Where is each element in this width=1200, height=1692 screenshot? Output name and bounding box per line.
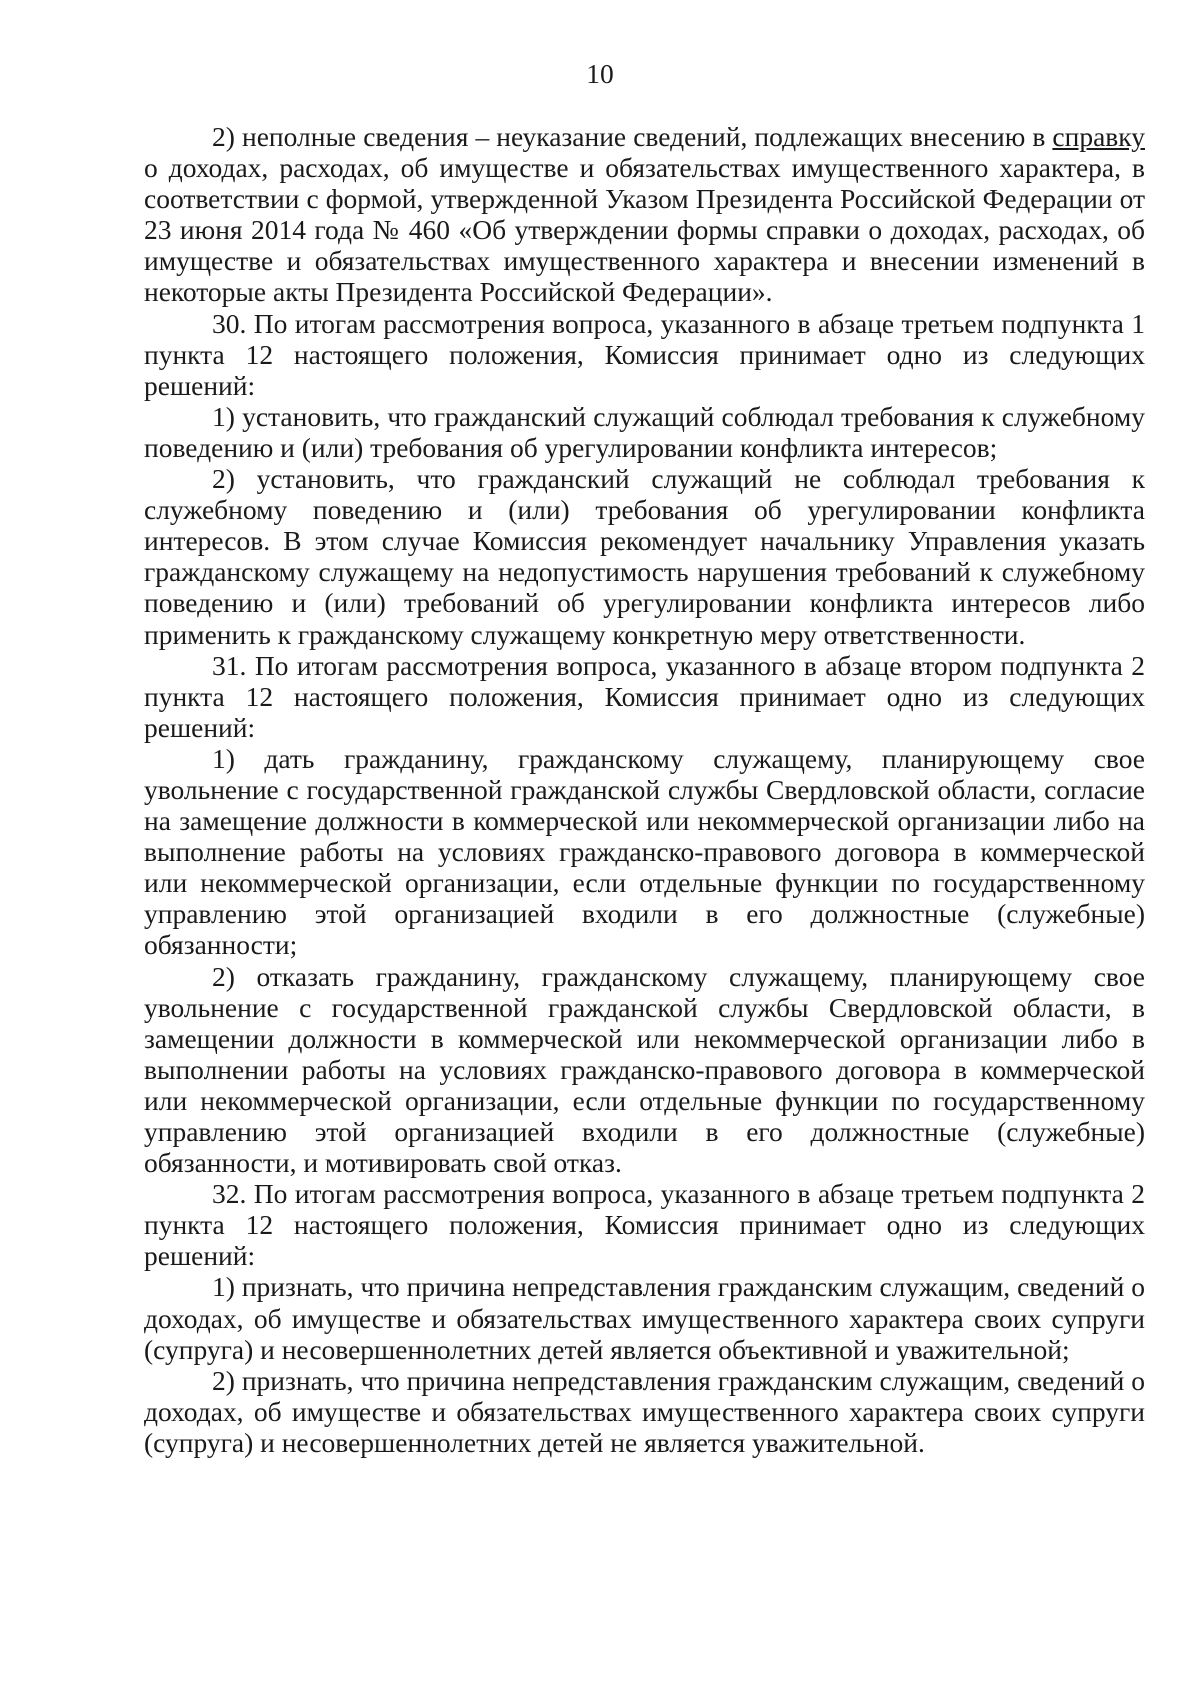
paragraph-item-31-2: 2) отказать гражданину, гражданскому служащему, планирующему свое увольнение с государственной гражданской службы Свердловской области, в замещении должности в коммерческой или некоммерческой организации либо в выполнении работы на условиях гражданско-правового договора в коммерческой или некоммерческой организации, если отдельные функции по государственному управлению этой организацией входили в его должностные (служебные) обязанности, и мотивировать свой отказ. [144,960,1145,1179]
paragraph-text-end: о доходах, расходах, об имуществе и обязательствах имущественного характера, в соответствии с формой, утвержденной Указом Президента Российской Федерации от 23 июня 2014 года № 460 «Об утверждении формы справки о доходах, расходах, об имуществе и обязательствах имущественного характера и внесении изменений в некоторые акты Президента Российской Федерации». [144,152,1145,308]
paragraph-item-31: 31. По итогам рассмотрения вопроса, указанного в абзаце втором подпункта 2 пункта 12 настоящего положения, Комиссия принимает одно из следующих решений: [144,649,1145,743]
page-number: 10 [586,58,614,89]
paragraph-text-start: 2) неполные сведения – неуказание сведений, подлежащих внесению в [212,121,1053,152]
paragraph-item-30: 30. По итогам рассмотрения вопроса, указанного в абзаце третьем подпункта 1 пункта 12 настоящего положения, Комиссия принимает одно из следующих решений: [144,307,1145,401]
paragraph-item-32-1: 1) признать, что причина непредставления гражданским служащим, сведений о доходах, об имуществе и обязательствах имущественного характера своих супруги (супруга) и несовершеннолетних детей является объективной и уважительной; [144,1271,1145,1365]
paragraph-item-32-2: 2) признать, что причина непредставления гражданским служащим, сведений о доходах, об имуществе и обязательствах имущественного характера своих супруги (супруга) и несовершеннолетних детей не является уважительной. [144,1364,1145,1458]
paragraph-item-30-2: 2) установить, что гражданский служащий не соблюдал требования к служебному поведению и (или) требования об урегулировании конфликта интересов. В этом случае Комиссия рекомендует начальнику Управления указать гражданскому служащему на недопустимость нарушения требований к служебному поведению и (или) требований об урегулировании конфликта интересов либо применить к гражданскому служащему конкретную меру ответственности. [144,463,1145,650]
paragraph-item-32: 32. По итогам рассмотрения вопроса, указанного в абзаце третьем подпункта 2 пункта 12 настоящего положения, Комиссия принимает одно из следующих решений: [144,1178,1145,1272]
document-body [144,121,1145,1458]
paragraph-incomplete-info [144,121,1145,308]
underlined-word: справку [1052,121,1145,152]
paragraph-item-31-1: 1) дать гражданину, гражданскому служащему, планирующему свое увольнение с государственной гражданской службы Свердловской области, согласие на замещение должности в коммерческой или некоммерческой организации либо на выполнение работы на условиях гражданско-правового договора в коммерческой или некоммерческой организации, если отдельные функции по государственному управлению этой организацией входили в его должностные (служебные) обязанности; [144,742,1145,961]
paragraph-item-30-1: 1) установить, что гражданский служащий соблюдал требования к служебному поведению и (или) требования об урегулировании конфликта интересов; [144,400,1145,463]
